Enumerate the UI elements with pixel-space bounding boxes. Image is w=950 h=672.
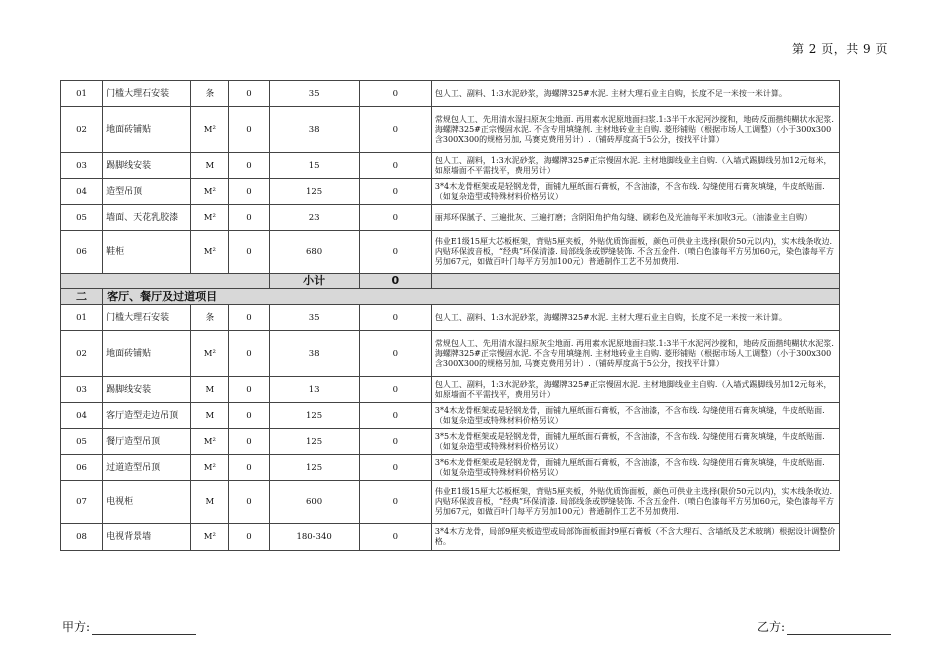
cell-qty: 0 <box>229 205 269 231</box>
cell-desc: 包人工、副料、1:3水泥砂浆，海螺牌325#水泥. 主材大理石业主自购，长度不足一米按一米计算。 <box>431 305 839 331</box>
cell-name: 造型吊顶 <box>103 179 191 205</box>
cell-name: 地面砖铺贴 <box>103 107 191 153</box>
cell-price: 23 <box>269 205 359 231</box>
cell-qty: 0 <box>229 481 269 524</box>
group-1-rows <box>61 81 840 274</box>
cell-qty: 0 <box>229 524 269 551</box>
table-row <box>61 429 840 455</box>
section-title: 客厅、餐厅及过道项目 <box>103 289 840 305</box>
table-row <box>61 377 840 403</box>
cell-price: 125 <box>269 455 359 481</box>
table-row <box>61 305 840 331</box>
cell-name: 鞋柜 <box>103 231 191 274</box>
cell-no: 01 <box>61 305 103 331</box>
table-row <box>61 231 840 274</box>
cell-total: 0 <box>359 481 431 524</box>
cell-total: 0 <box>359 231 431 274</box>
section-header-row <box>61 289 840 305</box>
cell-unit: M² <box>191 331 229 377</box>
party-a-label: 甲方: <box>62 620 91 634</box>
cell-total: 0 <box>359 205 431 231</box>
cell-unit: M <box>191 481 229 524</box>
table-row <box>61 153 840 179</box>
cell-name: 门槛大理石安装 <box>103 81 191 107</box>
section-number: 二 <box>61 289 103 305</box>
cell-desc: 3*4木龙骨框架或是轻钢龙骨，面铺九厘纸面石膏板，不含油漆，不含布线. 勾缝使用石膏灰填缝，牛皮纸贴面.（如复杂造型或特殊材料价格另议） <box>431 179 839 205</box>
cell-name: 墙面、天花乳胶漆 <box>103 205 191 231</box>
party-b-label: 乙方: <box>757 620 786 634</box>
cell-no: 01 <box>61 81 103 107</box>
cell-desc: 包人工、副料，1:3水泥砂浆，海螺牌325#正宗慢固水泥. 主材地脚线业主自购.（入墙式踢脚线另加12元每米，如原墙面不平需找平，费用另计） <box>431 153 839 179</box>
cell-no: 04 <box>61 179 103 205</box>
cell-no: 06 <box>61 455 103 481</box>
table-row <box>61 331 840 377</box>
cell-qty: 0 <box>229 179 269 205</box>
cell-unit: M² <box>191 524 229 551</box>
cell-unit: 条 <box>191 81 229 107</box>
table-row <box>61 481 840 524</box>
cell-desc: 3*4木方龙骨，局部9厘夹板造型或局部饰面板面封9厘石膏板（不含大理石、含墙纸及艺术玻璃）根据设计调整价格。 <box>431 524 839 551</box>
cell-qty: 0 <box>229 231 269 274</box>
cell-name: 客厅造型走边吊顶 <box>103 403 191 429</box>
table-row <box>61 107 840 153</box>
cell-unit: M <box>191 153 229 179</box>
subtotal-label: 小计 <box>269 274 359 289</box>
cell-total: 0 <box>359 524 431 551</box>
cell-name: 地面砖铺贴 <box>103 331 191 377</box>
cell-no: 04 <box>61 403 103 429</box>
quotation-table <box>60 80 840 551</box>
cell-total: 0 <box>359 107 431 153</box>
cell-price: 38 <box>269 107 359 153</box>
table-row <box>61 205 840 231</box>
cell-unit: M² <box>191 455 229 481</box>
page-number: 第 2 页，共 9 页 <box>791 42 888 56</box>
cell-total: 0 <box>359 403 431 429</box>
cell-no: 02 <box>61 107 103 153</box>
cell-no: 08 <box>61 524 103 551</box>
cell-price: 680 <box>269 231 359 274</box>
party-a-signature <box>62 618 196 635</box>
cell-name: 电视柜 <box>103 481 191 524</box>
cell-total: 0 <box>359 179 431 205</box>
cell-unit: M² <box>191 205 229 231</box>
table-row <box>61 403 840 429</box>
cell-total: 0 <box>359 429 431 455</box>
cell-price: 180-340 <box>269 524 359 551</box>
cell-price: 125 <box>269 429 359 455</box>
cell-qty: 0 <box>229 429 269 455</box>
cell-price: 125 <box>269 179 359 205</box>
cell-desc: 包人工、副料、1:3水泥砂浆，海螺牌325#水泥. 主材大理石业主自购，长度不足一米按一米计算。 <box>431 81 839 107</box>
cell-name: 餐厅造型吊顶 <box>103 429 191 455</box>
table-row <box>61 524 840 551</box>
subtotal-row <box>61 274 840 289</box>
table-row <box>61 81 840 107</box>
cell-total: 0 <box>359 331 431 377</box>
cell-price: 35 <box>269 81 359 107</box>
cell-no: 06 <box>61 231 103 274</box>
cell-unit: M² <box>191 179 229 205</box>
party-a-line <box>92 622 196 635</box>
cell-no: 07 <box>61 481 103 524</box>
cell-desc: 常规包人工、先用清水湿扫原灰尘地面. 再用素水泥原地面扫浆.1:3半干水泥河沙搅和，地砖反面揩纯糊状水泥浆. 海螺牌325#正宗慢固水泥. 不含专用填缝剂. 主材地砖业主自购. 菱形铺贴（根据市场人工调整）（小于300x300含300X300的规格另加, 马赛克费用另计）.（铺砖厚度高于5公分，按找平计算） <box>431 331 839 377</box>
cell-total: 0 <box>359 455 431 481</box>
cell-qty: 0 <box>229 331 269 377</box>
cell-desc: 常规包人工、先用清水湿扫原灰尘地面. 再用素水泥原地面扫浆.1:3半干水泥河沙搅和，地砖反面揩纯糊状水泥浆. 海螺牌325#正宗慢固水泥. 不含专用填缝剂. 主材地砖业主自购. 菱形铺贴（根据市场人工调整）（小于300x300含300X300的规格另加, 马赛克费用另计）.（铺砖厚度高于5公分，按找平计算） <box>431 107 839 153</box>
cell-price: 125 <box>269 403 359 429</box>
cell-total: 0 <box>359 81 431 107</box>
cell-qty: 0 <box>229 403 269 429</box>
cell-desc: 3*5木龙骨框架或是轻钢龙骨，面铺九厘纸面石膏板，不含油漆，不含布线. 勾缝使用石膏灰填缝，牛皮纸贴面.（如复杂造型或特殊材料价格另议） <box>431 429 839 455</box>
cell-no: 02 <box>61 331 103 377</box>
cell-qty: 0 <box>229 305 269 331</box>
cell-unit: M <box>191 403 229 429</box>
cell-name: 踢脚线安装 <box>103 153 191 179</box>
cell-name: 电视背景墙 <box>103 524 191 551</box>
cell-price: 38 <box>269 331 359 377</box>
party-b-signature <box>757 618 891 635</box>
cell-unit: 条 <box>191 305 229 331</box>
cell-no: 05 <box>61 429 103 455</box>
cell-desc: 3*6木龙骨框架或是轻钢龙骨，面铺九厘纸面石膏板，不含油漆，不含布线. 勾缝使用石膏灰填缝，牛皮纸贴面.（如复杂造型或特殊材料价格另议） <box>431 455 839 481</box>
cell-unit: M² <box>191 231 229 274</box>
cell-desc: 丽邦环保腻子、三遍批灰、三遍打磨；含阴阳角护角勾缝、刷彩色及光油每平米加收3元。（油漆业主自购） <box>431 205 839 231</box>
cell-desc: 伟业E1级15厘大芯板框架，背贴5厘夹板，外贴优质饰面板，颜色可供业主选择(限价50元以内)，实木线条收边. 内贴环保波音板，“经典”环保清漆. 局部线条或锣缝装饰. 不含五金件.（喷白色漆每平方另加60元，染色漆每平方另加67元，如做百叶门每平方另加100元）普通制作工艺不另加费用. <box>431 231 839 274</box>
cell-total: 0 <box>359 305 431 331</box>
cell-qty: 0 <box>229 107 269 153</box>
cell-price: 15 <box>269 153 359 179</box>
cell-name: 过道造型吊顶 <box>103 455 191 481</box>
cell-qty: 0 <box>229 153 269 179</box>
cell-no: 03 <box>61 153 103 179</box>
cell-desc: 3*4木龙骨框架或是轻钢龙骨，面铺九厘纸面石膏板，不含油漆，不含布线. 勾缝使用石膏灰填缝，牛皮纸贴面.（如复杂造型或特殊材料价格另议） <box>431 403 839 429</box>
cell-unit: M² <box>191 429 229 455</box>
party-b-line <box>787 622 891 635</box>
cell-name: 踢脚线安装 <box>103 377 191 403</box>
group-2-rows <box>61 305 840 551</box>
cell-qty: 0 <box>229 81 269 107</box>
subtotal-value: 0 <box>359 274 431 289</box>
cell-unit: M² <box>191 107 229 153</box>
cell-total: 0 <box>359 377 431 403</box>
cell-no: 03 <box>61 377 103 403</box>
cell-name: 门槛大理石安装 <box>103 305 191 331</box>
cell-price: 13 <box>269 377 359 403</box>
cell-total: 0 <box>359 153 431 179</box>
cell-unit: M <box>191 377 229 403</box>
cell-desc: 伟业E1级15厘大芯板框架，背贴5厘夹板，外贴优质饰面板，颜色可供业主选择(限价50元以内)，实木线条收边. 内贴环保波音板，“经典”环保清漆. 局部线条或锣缝装饰. 不含五金件.（喷白色漆每平方另加60元，染色漆每平方另加67元，如做百叶门每平方另加100元）普通制作工艺不另加费用. <box>431 481 839 524</box>
table-row <box>61 179 840 205</box>
cell-qty: 0 <box>229 455 269 481</box>
table-row <box>61 455 840 481</box>
cell-no: 05 <box>61 205 103 231</box>
cell-price: 35 <box>269 305 359 331</box>
cell-desc: 包人工、副料，1:3水泥砂浆，海螺牌325#正宗慢固水泥. 主材地脚线业主自购.（入墙式踢脚线另加12元每米，如原墙面不平需找平，费用另计） <box>431 377 839 403</box>
cell-price: 600 <box>269 481 359 524</box>
cell-qty: 0 <box>229 377 269 403</box>
